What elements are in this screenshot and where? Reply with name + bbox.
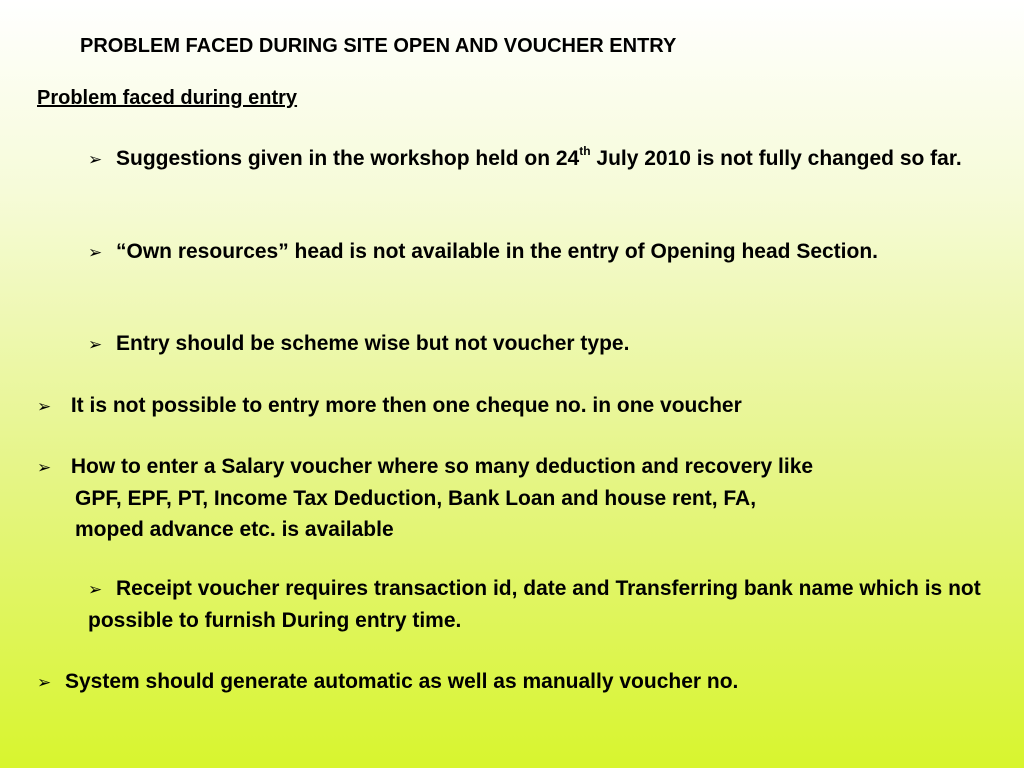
slide-title: PROBLEM FACED DURING SITE OPEN AND VOUCHER ENTRY bbox=[80, 35, 677, 57]
arrow-bullet-icon: ➢ bbox=[88, 150, 103, 169]
arrow-bullet-icon: ➢ bbox=[88, 580, 103, 599]
bullet-text: It is not possible to entry more then one cheque no. in one voucher bbox=[65, 394, 742, 417]
bullet-item bbox=[88, 573, 988, 636]
bullet-item bbox=[37, 451, 997, 545]
bullet-item bbox=[88, 143, 988, 175]
arrow-bullet-icon: ➢ bbox=[88, 335, 103, 354]
bullet-text: July 2010 is not fully changed so far. bbox=[590, 147, 962, 170]
bullet-item bbox=[88, 236, 988, 268]
arrow-bullet-icon: ➢ bbox=[88, 243, 103, 262]
bullet-item bbox=[37, 390, 997, 422]
section-subheading: Problem faced during entry bbox=[37, 87, 298, 109]
bullet-text: GPF, EPF, PT, Income Tax Deduction, Bank Loan and house rent, FA, bbox=[75, 487, 757, 510]
arrow-bullet-icon: ➢ bbox=[37, 397, 52, 416]
bullet-text: Receipt voucher requires transaction id, date and Transferring bank name which is not possible to furnish During entry time. bbox=[88, 577, 981, 632]
bullet-item bbox=[37, 666, 997, 698]
bullet-text: “Own resources” head is not available in the entry of Opening head Section. bbox=[116, 240, 878, 263]
arrow-bullet-icon: ➢ bbox=[37, 458, 52, 477]
bullet-text: Suggestions given in the workshop held on 24 bbox=[116, 147, 580, 170]
bullet-item bbox=[88, 328, 988, 360]
bullet-text: Entry should be scheme wise but not voucher type. bbox=[116, 332, 630, 355]
bullet-superscript: th bbox=[579, 144, 591, 158]
bullet-text: moped advance etc. is available bbox=[75, 518, 394, 541]
bullet-text: How to enter a Salary voucher where so many deduction and recovery like bbox=[65, 455, 814, 478]
bullet-text: System should generate automatic as well as manually voucher no. bbox=[65, 670, 739, 693]
arrow-bullet-icon: ➢ bbox=[37, 673, 52, 692]
